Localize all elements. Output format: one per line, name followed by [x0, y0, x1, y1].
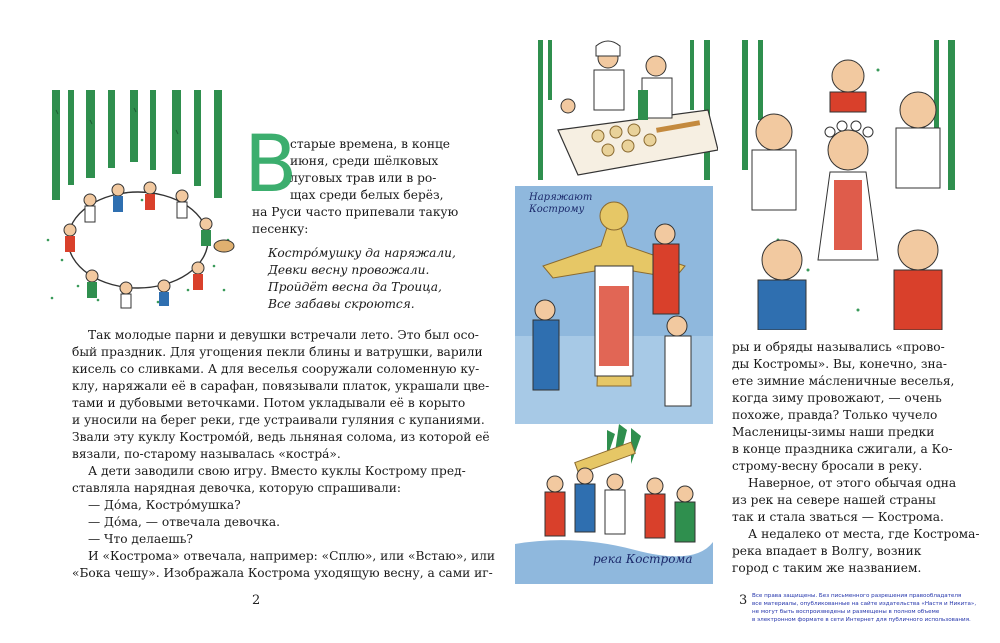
text-line: Наверное, от этого обычая одна	[748, 476, 957, 490]
text-line: А недалеко от места, где Кострома-	[748, 527, 980, 541]
text-line: ды Костромы». Вы, конечно, зна-	[732, 357, 948, 371]
text-line: — Что делаешь?	[88, 532, 193, 546]
text-line: ете зимние ма́сленичные веселья,	[732, 374, 955, 388]
copyright-line: не могут быть воспроизведены и размещены в полном объеме	[752, 609, 940, 615]
poem-line: Костро́мушку да наряжали,	[268, 246, 456, 260]
text-line: бый праздник. Для угощения пекли блины и ватрушки, варили	[72, 345, 483, 359]
text-line: тами и дубовыми веточками. Потом укладывали её в корыто	[72, 396, 466, 410]
poem	[268, 245, 468, 313]
text-line: и уносили на берег реки, где устраивали гуляния с купаниями.	[72, 413, 485, 427]
intro-line: на Руси часто припевали такую	[252, 205, 459, 219]
text-line: А дети заводили свою игру. Вместо куклы Кострому пред-	[88, 464, 466, 478]
text-line: — До́ма, — отвечала девочка.	[88, 515, 280, 529]
text-line: Так молодые парни и девушки встречали лето. Это был осо-	[88, 328, 479, 342]
text-line: Масленицы-зимы наши предки	[732, 425, 935, 439]
text-line: когда зиму провожают, — очень	[732, 391, 942, 405]
poem-line: Пройдёт весна да Троица,	[268, 280, 442, 294]
text-line: похоже, правда? Только чучело	[732, 408, 938, 422]
caption-top: Наряжают Кострому	[529, 192, 593, 215]
copyright-line: в электронном формате в сети Интернет для публичного использования.	[752, 617, 971, 623]
text-line: в конце праздника сжигали, а Ко-	[732, 442, 953, 456]
text-line: Звали эту куклу Костромо́й, ведь льняная солома, из которой её	[72, 430, 490, 444]
text-line: «Бока чешу». Изображала Кострома уходящую весну, а сами иг-	[72, 566, 493, 580]
text-line: кисель со сливками. А для веселья сооружали соломенную ку-	[72, 362, 480, 376]
drop-cap: В	[244, 120, 298, 210]
text-line: так и стала зваться — Кострома.	[732, 510, 944, 524]
girl-in-circle-illustration	[738, 40, 965, 330]
round-dance-illustration	[38, 90, 238, 312]
intro-line: щах среди белых берёз,	[290, 188, 444, 202]
baking-illustration	[538, 40, 718, 180]
caption-bottom: река Кострома	[593, 552, 693, 566]
poem-line: Все забавы скроются.	[268, 297, 415, 311]
intro-line: луговых трав или в ро-	[290, 171, 437, 185]
text-line: из рек на севере нашей страны	[732, 493, 936, 507]
dressing-kostroma-illustration	[515, 186, 713, 424]
text-line: И «Кострома» отвечала, например: «Сплю», или «Встаю», или	[88, 549, 496, 563]
page-number-left: 2	[252, 593, 261, 608]
text-line: вязали, по-старому называлась «костра́».	[72, 447, 341, 461]
poem-line: Девки весну провожали.	[268, 263, 430, 277]
text-line: клу, наряжали её в сарафан, повязывали платок, украшали цве-	[72, 379, 490, 393]
page-number-right: 3	[739, 593, 748, 608]
intro-line: июня, среди шёлковых	[290, 154, 439, 168]
text-line: — До́ма, Костро́мушка?	[88, 498, 241, 512]
text-line: ры и обряды назывались «прово-	[732, 340, 945, 354]
text-line: река впадает в Волгу, возник	[732, 544, 922, 558]
text-line: строму-весну бросали в реку.	[732, 459, 923, 473]
copyright-notice	[752, 592, 997, 624]
intro-line: старые времена, в конце	[290, 137, 450, 151]
river-procession-illustration	[515, 424, 713, 584]
text-line: город с таким же названием.	[732, 561, 922, 575]
right-body-text	[732, 339, 980, 577]
left-body-text	[72, 327, 496, 582]
text-line: ставляла нарядная девочка, которую спрашивали:	[72, 481, 402, 495]
copyright-line: Все права защищены. Без письменного разрешения правообладателя	[752, 593, 962, 599]
intro-line: песенку:	[252, 222, 309, 236]
copyright-line: все материалы, опубликованные на сайте издательства «Настя и Никита»,	[752, 601, 977, 607]
